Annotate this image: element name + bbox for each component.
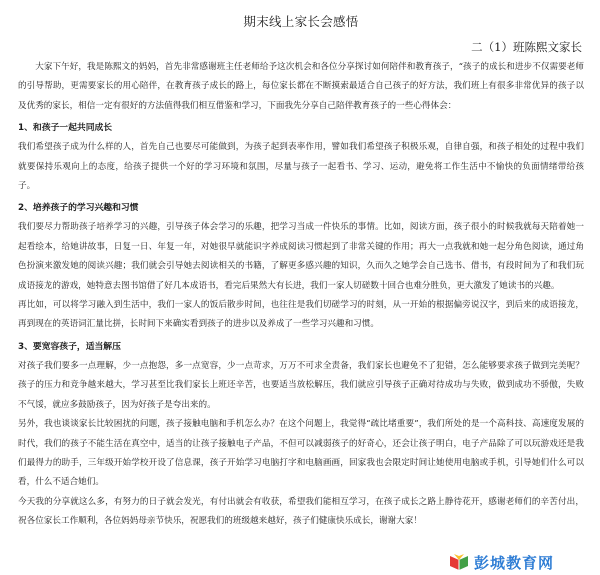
intro-paragraph: 大家下午好，我是陈熙文的妈妈，首先非常感谢班主任老师给予这次机会和各位分享探讨如何陪伴和教育孩子，“孩子的成长和进步不仅需要老师的引导帮助，更需要家长的用心陪伴，在教育孩子成长的路上，每位家长都在不断摸索最适合自己孩子的好方法，我们班上有很多非常优异的孩子以及优秀的家长，相信一定有很好的方法值得我们相互借鉴和学习，下面我先分享自己陪伴教育孩子的一些心得体会： (18, 62, 584, 111)
section-2 (18, 198, 584, 334)
watermark-text: 彭城教育网 (473, 554, 554, 572)
colorful-book-logo-icon (448, 553, 470, 573)
section-heading: 3、要宽容孩子，适当解压 (18, 341, 121, 352)
section-heading: 2、培养孩子的学习兴趣和习惯 (18, 203, 139, 214)
section-paragraph: 今天我的分享就这么多，有努力的日子就会发光，有付出就会有收获，希望我们能相互学习，在孩子成长之路上静待花开，感谢老师们的辛苦付出，祝各位家长工作顺利，各位妈妈母亲节快乐，祝愿我们的班级越来越好，孩子们健康快乐成长，谢谢大家！ (18, 496, 584, 527)
section-heading: 1、和孩子一起共同成长 (18, 123, 113, 134)
document-byline: 二（1）班陈熙文家长 (471, 40, 582, 54)
section-paragraph: 另外，我也谈谈家长比较困扰的问题，孩子接触电脑和手机怎么办？在这个问题上，我觉得“疏比堵重要”，我们所处的是一个高科技、高速度发展的时代，我们的孩子不能生活在真空中，适当的让孩子接触电子产品，不但可以减弱孩子的好奇心，还会让孩子明白，电子产品除了可以玩游戏还是我们最得力的助手，三年级开始学校开设了信息课，孩子开始学习电脑打字和电脑画画，回家我也会限定时间让她使用电脑或手机，引导她们什么可以看，什么不适合她们。 (18, 419, 584, 488)
site-watermark (448, 552, 554, 573)
section-paragraph: 我们要尽力帮助孩子培养学习的兴趣，引导孩子体会学习的乐趣，把学习当成一件快乐的事情。比如，阅读方面，孩子很小的时候我就每天陪着她一起看绘本，给她讲故事，日复一日、年复一年，对她很早就能识字养成阅读习惯起到了非常关键的作用；再大一点我就和她一起分角色阅读，通过角色扮演来激发她的阅读兴趣；我们就会引导她去阅读相关的书籍，了解更多感兴趣的知识，久而久之她学会自己选书、借书，有段时间为了和我们玩成语接龙的游戏，她特意去图书馆借了好几本成语书，看完后果然大有长进，我们一家人切磋数十回合也难分胜负，更大激发了她读书的兴趣。 (18, 222, 584, 291)
section-1 (18, 118, 584, 196)
document-title: 期末线上家长会感悟 (243, 14, 359, 29)
section-3 (18, 337, 584, 532)
section-paragraph: 对孩子我们要多一点理解，少一点抱怨，多一点宽容，少一点苛求，万万不可求全责备，我们家长也避免不了犯错，怎么能够要求孩子做到完美呢？孩子的压力和竞争越来越大，学习甚至比我们家长上班还辛苦，也要适当放松解压，我们就应引导孩子正确对待成功与失败，做到成功不骄傲，失败不气馁，就应多鼓励孩子，因为好孩子是夸出来的。 (18, 360, 584, 410)
section-paragraph: 再比如，可以将学习融入到生活中，我们一家人的饭后散步时间，也往往是我们切磋学习的时刻，从一开始的根据偏旁说汉字，到后来的成语接龙，再到现在的英语词汇量比拼，长时间下来确实看到孩子的进步以及养成了一些学习兴趣和习惯。 (18, 300, 584, 330)
section-paragraph: 我们希望孩子成为什么样的人，首先自己也要尽可能做到，为孩子起到表率作用，譬如我们希望孩子积极乐观，自律自强，和孩子相处的过程中我们就要保持乐观向上的态度，给孩子提供一个好的学习环境和氛围，尽量与孩子一起看书、学习、运动，避免将工作生活中不愉快的负面情绪带给孩子。 (18, 142, 584, 192)
